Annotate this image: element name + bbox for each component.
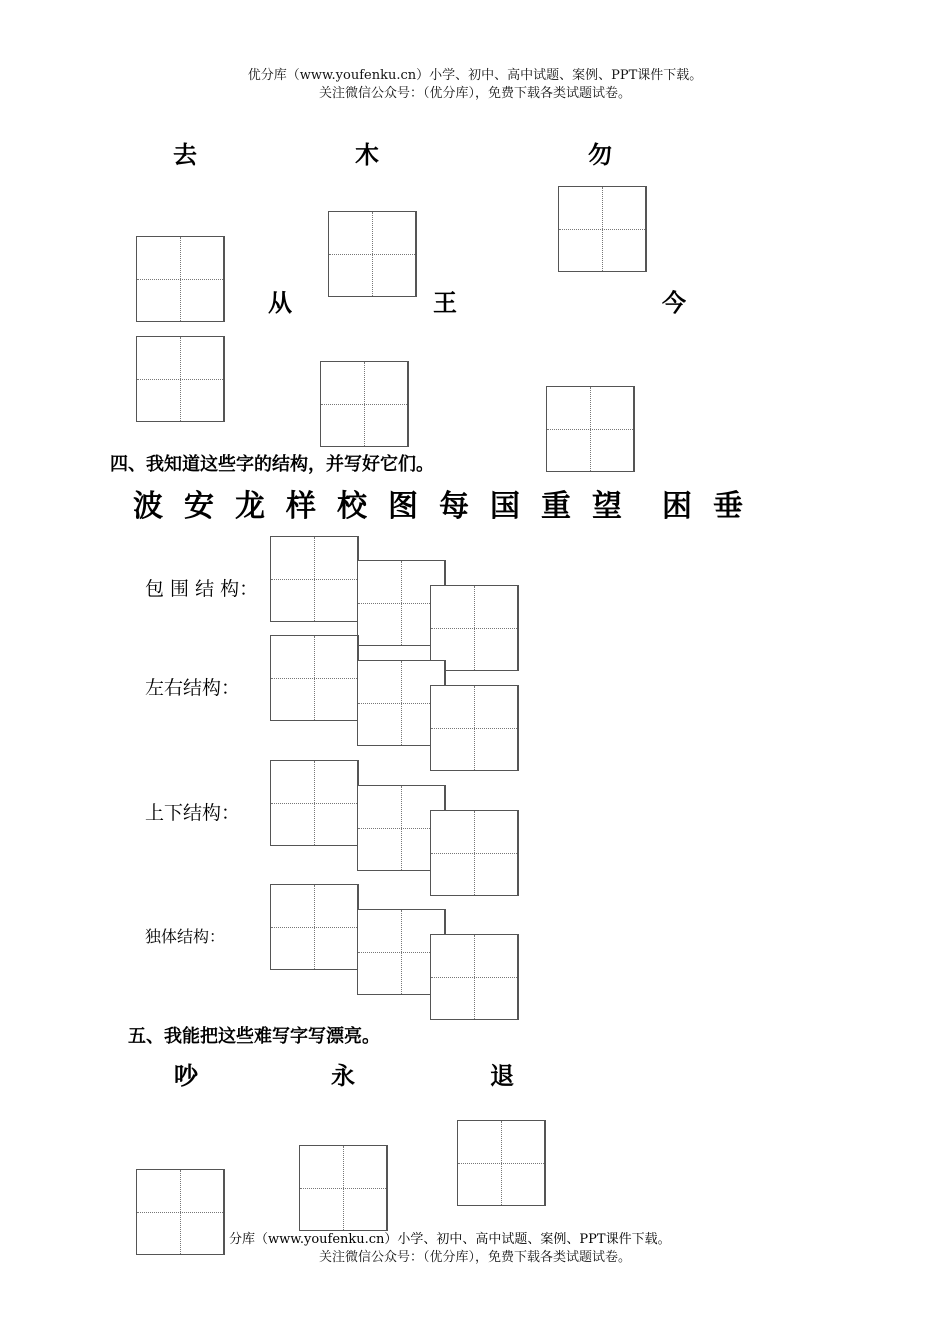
char-wu: 勿 [588, 140, 612, 169]
footer-line-2: 关注微信公众号：（优分库），免费下载各类试题试卷。 [318, 1250, 631, 1265]
char-tu: 图 [388, 489, 418, 524]
structure-char-list [133, 481, 743, 525]
section-5-title: 五、我能把这些难写字写漂亮。 [128, 1026, 380, 1047]
writing-box[interactable] [430, 934, 519, 1020]
char-long: 龙 [235, 489, 265, 524]
section-4-title: 四、我知道这些字的结构，并写好它们。 [110, 454, 434, 475]
char-qu: 去 [173, 140, 197, 169]
label-top-bottom: 上下结构： [145, 802, 241, 824]
label-surround: 包 围 结 构： [145, 578, 259, 600]
writing-box[interactable] [430, 585, 519, 671]
char-chui: 垂 [713, 489, 743, 524]
writing-box[interactable] [457, 1120, 546, 1206]
header-line-2: 关注微信公众号：（优分库），免费下载各类试题试卷。 [318, 86, 631, 101]
header-line-1: 优分库（www.youfenku.cn）小学、初中、高中试题、案例、PPT课件下载。 [247, 68, 703, 83]
char-tui: 退 [490, 1061, 514, 1090]
writing-box[interactable] [136, 336, 225, 422]
char-wang: 王 [433, 288, 457, 317]
writing-box[interactable] [558, 186, 647, 272]
char-chao: 吵 [174, 1061, 198, 1090]
writing-box[interactable] [320, 361, 409, 447]
writing-box[interactable] [430, 810, 519, 896]
writing-box[interactable] [270, 884, 359, 970]
label-single: 独体结构： [145, 927, 226, 946]
char-an: 安 [184, 489, 214, 524]
char-cong: 从 [268, 288, 292, 317]
char-yang: 样 [286, 489, 316, 524]
char-mei: 每 [439, 489, 469, 524]
footer-line-1: 分库（www.youfenku.cn）小学、初中、高中试题、案例、PPT课件下载。 [229, 1232, 671, 1247]
char-zhong: 重 [541, 489, 571, 524]
label-left-right: 左右结构： [145, 677, 241, 699]
writing-box[interactable] [136, 1169, 225, 1255]
char-jin: 今 [662, 288, 686, 317]
writing-box[interactable] [430, 685, 519, 771]
char-guo: 国 [490, 489, 520, 524]
writing-box[interactable] [270, 635, 359, 721]
writing-box[interactable] [136, 236, 225, 322]
char-xiao: 校 [337, 489, 367, 524]
writing-box[interactable] [546, 386, 635, 472]
writing-box[interactable] [270, 536, 359, 622]
writing-box[interactable] [328, 211, 417, 297]
writing-box[interactable] [299, 1145, 388, 1231]
char-mu: 木 [355, 140, 379, 169]
char-wang2: 望 [592, 489, 622, 524]
char-bo: 波 [133, 489, 163, 524]
char-yong: 永 [331, 1061, 355, 1090]
writing-box[interactable] [270, 760, 359, 846]
char-kun: 困 [662, 489, 692, 524]
